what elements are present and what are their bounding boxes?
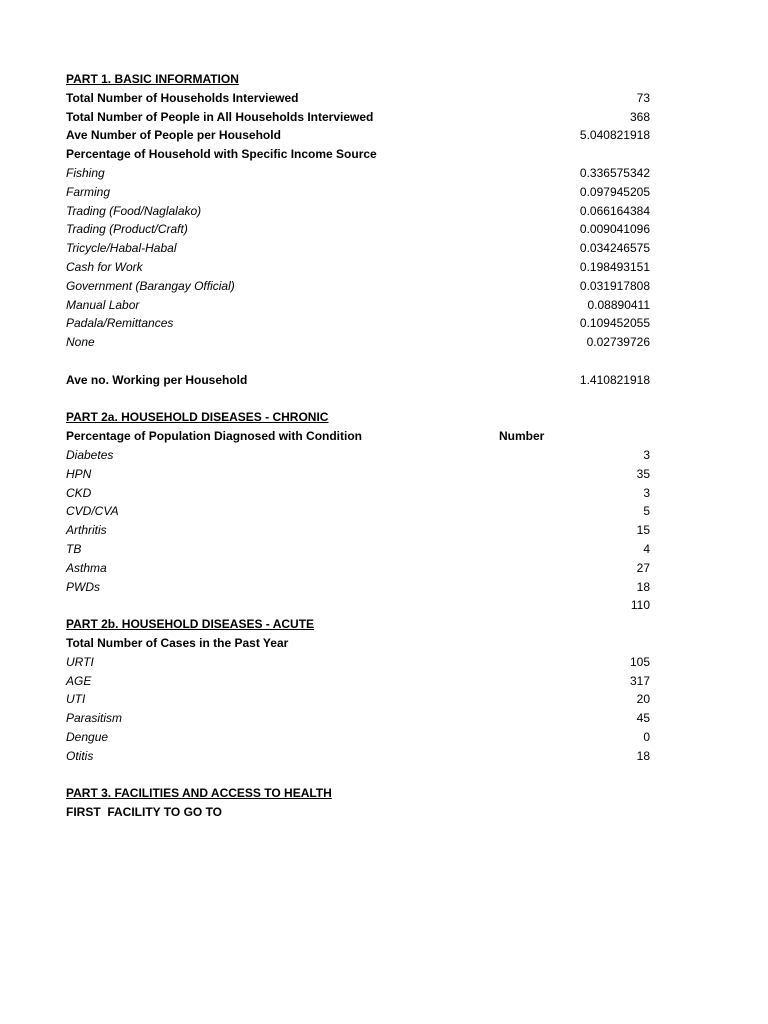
income-row xyxy=(66,202,650,221)
people-label: Total Number of People in All Households Interviewed xyxy=(66,109,374,124)
income-value: 0.066164384 xyxy=(579,203,650,218)
part1-heading-row xyxy=(66,70,650,89)
ave-people-value: 5.040821918 xyxy=(579,128,650,143)
income-label: Padala/Remittances xyxy=(66,316,174,331)
condition-label: Asthma xyxy=(66,560,107,575)
people-row xyxy=(66,108,650,127)
acute-case-row xyxy=(66,690,650,709)
condition-label: CVD/CVA xyxy=(66,504,119,519)
acute-case-label: Dengue xyxy=(66,729,109,744)
income-row xyxy=(66,239,650,258)
acute-case-value: 0 xyxy=(643,729,650,744)
conditions-total-value: 110 xyxy=(630,598,650,613)
acute-case-value: 20 xyxy=(636,692,650,707)
condition-label: HPN xyxy=(66,466,92,481)
condition-label: Arthritis xyxy=(66,523,107,538)
income-row xyxy=(66,258,650,277)
income-label: Farming xyxy=(66,184,111,199)
income-row xyxy=(66,314,650,333)
income-label: Manual Labor xyxy=(66,297,140,312)
income-row xyxy=(66,296,650,315)
income-label: Trading (Food/Naglalako) xyxy=(66,203,202,218)
condition-value: 5 xyxy=(643,504,650,519)
condition-value: 27 xyxy=(636,560,650,575)
part2b-heading-row xyxy=(66,615,650,634)
income-row xyxy=(66,277,650,296)
part2a-subheading-row xyxy=(66,427,650,446)
income-value: 0.031917808 xyxy=(579,278,650,293)
ave-people-row xyxy=(66,126,650,145)
part3-subheading-row xyxy=(66,803,650,822)
income-value: 0.198493151 xyxy=(579,259,650,274)
people-value: 368 xyxy=(629,109,650,124)
income-label: Cash for Work xyxy=(66,259,143,274)
condition-label: CKD xyxy=(66,485,92,500)
part2a-subheading: Percentage of Population Diagnosed with Condition xyxy=(66,429,363,444)
income-label: None xyxy=(66,335,95,350)
survey-summary-sheet xyxy=(66,70,650,822)
spacer xyxy=(66,765,650,784)
income-label: Trading (Product/Craft) xyxy=(66,222,188,237)
condition-value: 18 xyxy=(636,579,650,594)
income-label: Fishing xyxy=(66,165,105,180)
condition-value: 35 xyxy=(636,466,650,481)
ave-working-label: Ave no. Working per Household xyxy=(66,372,248,387)
condition-value: 3 xyxy=(643,447,650,462)
part2a-heading: PART 2a. HOUSEHOLD DISEASES - CHRONIC xyxy=(66,410,329,425)
condition-value: 15 xyxy=(636,523,650,538)
acute-case-row xyxy=(66,709,650,728)
acute-case-value: 45 xyxy=(636,711,650,726)
condition-row xyxy=(66,446,650,465)
condition-row xyxy=(66,484,650,503)
condition-value: 3 xyxy=(643,485,650,500)
part3-heading-row xyxy=(66,784,650,803)
acute-case-value: 18 xyxy=(636,748,650,763)
condition-value: 4 xyxy=(643,541,650,556)
income-row xyxy=(66,183,650,202)
acute-case-label: URTI xyxy=(66,654,94,669)
income-heading-row xyxy=(66,145,650,164)
income-value: 0.336575342 xyxy=(579,165,650,180)
income-row xyxy=(66,220,650,239)
ave-working-value: 1.410821918 xyxy=(579,372,650,387)
condition-label: TB xyxy=(66,541,82,556)
condition-row xyxy=(66,521,650,540)
part1-heading: PART 1. BASIC INFORMATION xyxy=(66,72,239,86)
ave-working-row xyxy=(66,371,650,390)
conditions-total-row xyxy=(66,596,650,615)
households-label: Total Number of Households Interviewed xyxy=(66,90,299,105)
condition-row xyxy=(66,502,650,521)
income-label: Tricycle/Habal-Habal xyxy=(66,241,177,256)
condition-label: PWDs xyxy=(66,579,100,594)
spacer xyxy=(66,352,650,371)
part3-heading: PART 3. FACILITIES AND ACCESS TO HEALTH xyxy=(66,786,332,801)
number-column-header: Number xyxy=(499,429,545,444)
part2b-subheading: Total Number of Cases in the Past Year xyxy=(66,635,289,650)
income-value: 0.097945205 xyxy=(579,184,650,199)
ave-people-label: Ave Number of People per Household xyxy=(66,128,281,143)
income-row xyxy=(66,164,650,183)
part2b-subheading-row xyxy=(66,634,650,653)
condition-label: Diabetes xyxy=(66,447,114,462)
acute-case-row xyxy=(66,728,650,747)
acute-case-label: Otitis xyxy=(66,748,94,763)
spacer xyxy=(66,390,650,409)
income-value: 0.109452055 xyxy=(579,316,650,331)
households-value: 73 xyxy=(636,90,650,105)
acute-case-label: AGE xyxy=(66,673,92,688)
acute-case-label: UTI xyxy=(66,692,86,707)
households-row xyxy=(66,89,650,108)
acute-case-value: 105 xyxy=(629,654,650,669)
part2a-heading-row xyxy=(66,408,650,427)
acute-case-row xyxy=(66,672,650,691)
condition-row xyxy=(66,559,650,578)
income-heading: Percentage of Household with Specific Income Source xyxy=(66,147,377,162)
income-label: Government (Barangay Official) xyxy=(66,278,235,293)
income-value: 0.034246575 xyxy=(579,241,650,256)
condition-row xyxy=(66,578,650,597)
income-value: 0.009041096 xyxy=(579,222,650,237)
acute-case-row xyxy=(66,653,650,672)
income-value: 0.08890411 xyxy=(587,297,650,312)
part3-subheading: FIRST FACILITY TO GO TO xyxy=(66,805,223,820)
income-value: 0.02739726 xyxy=(586,335,650,350)
condition-row xyxy=(66,540,650,559)
condition-row xyxy=(66,465,650,484)
acute-case-label: Parasitism xyxy=(66,711,123,726)
part2b-heading: PART 2b. HOUSEHOLD DISEASES - ACUTE xyxy=(66,617,315,632)
acute-case-value: 317 xyxy=(629,673,650,688)
income-row xyxy=(66,333,650,352)
acute-case-row xyxy=(66,747,650,766)
